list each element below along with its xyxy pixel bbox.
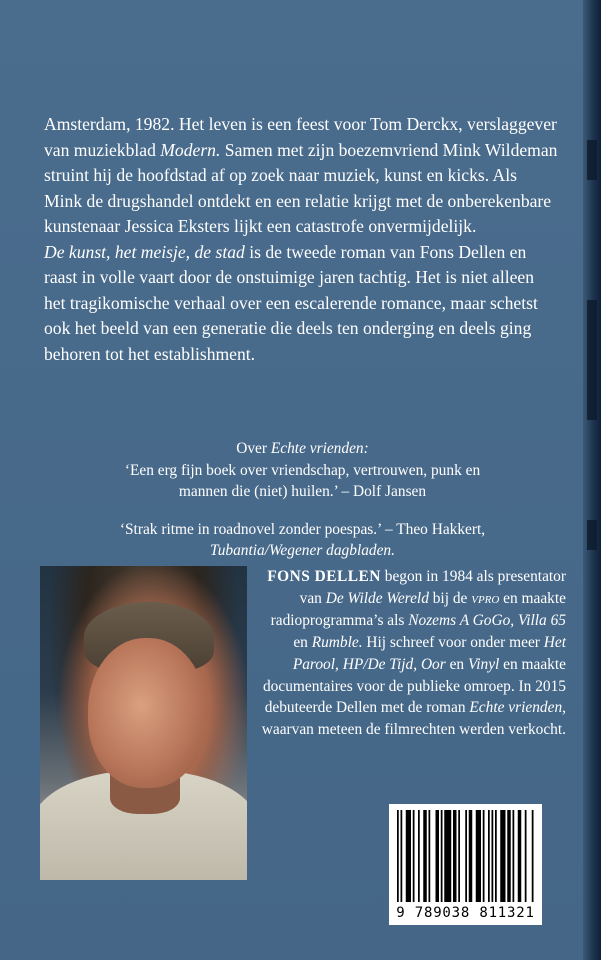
author-photo: [40, 566, 247, 880]
blurb: [44, 112, 559, 367]
review-quote-1-line-2: mannen die (niet) huilen.’ – Dolf Jansen: [178, 483, 427, 500]
blurb-paragraph-2: De kunst, het meisje, de stad is de tweede roman van Fons Dellen en raast in volle vaart door de onstuimige jaren tachtig. Het is niet alleen het tragikomische verhaal over een escalerende romance, maar schetst ook het beeld van een generatie die deels ten onderging en deels ging behoren tot het establishment.: [44, 241, 538, 364]
author-name: FONS DELLEN: [267, 568, 381, 585]
barcode-bars: [389, 804, 542, 904]
blurb-paragraph-1: Amsterdam, 1982. Het leven is een feest voor Tom Derckx, verslaggever van muziekblad Modern. Samen met zijn boezemvriend Mink Wildeman struint hij de hoofdstad af op zoek naar muziek, kunst en kicks. Als Mink de drugshandel ontdekt en een relatie krijgt met de onberekenbare kunstenaar Jessica Eksters lijkt een catastrofe onvermijdelijk.: [44, 114, 558, 236]
reviews-heading: Over Echte vrienden:: [236, 440, 369, 457]
review-quote-2-line-2: Tubantia/Wegener dagbladen.: [210, 542, 395, 559]
review-quote-1-line-1: ‘Een erg fijn boek over vriendschap, vertrouwen, punk en: [124, 461, 481, 479]
review-quote-2-line-1: ‘Strak ritme in roadnovel zonder poespas.’ – Theo Hakkert,: [119, 520, 486, 538]
spine-edge: [583, 0, 601, 960]
isbn-barcode: [389, 804, 542, 925]
author-bio: FONS DELLEN begon in 1984 als presentator van De Wilde Wereld bij de vpro en maakte radioprogramma’s als Nozems A GoGo, Villa 65 en Rumble. Hij schreef voor onder meer Het Parool, HP/De Tijd, Oor en Vinyl en maakte documentaires voor de publieke omroep. In 2015 debuteerde Dellen met de roman Echte vrienden, waarvan meteen de filmrechten werden verkocht.: [261, 568, 566, 739]
isbn-digits: 9 789038 811321: [396, 905, 535, 921]
reviews: [40, 438, 565, 562]
